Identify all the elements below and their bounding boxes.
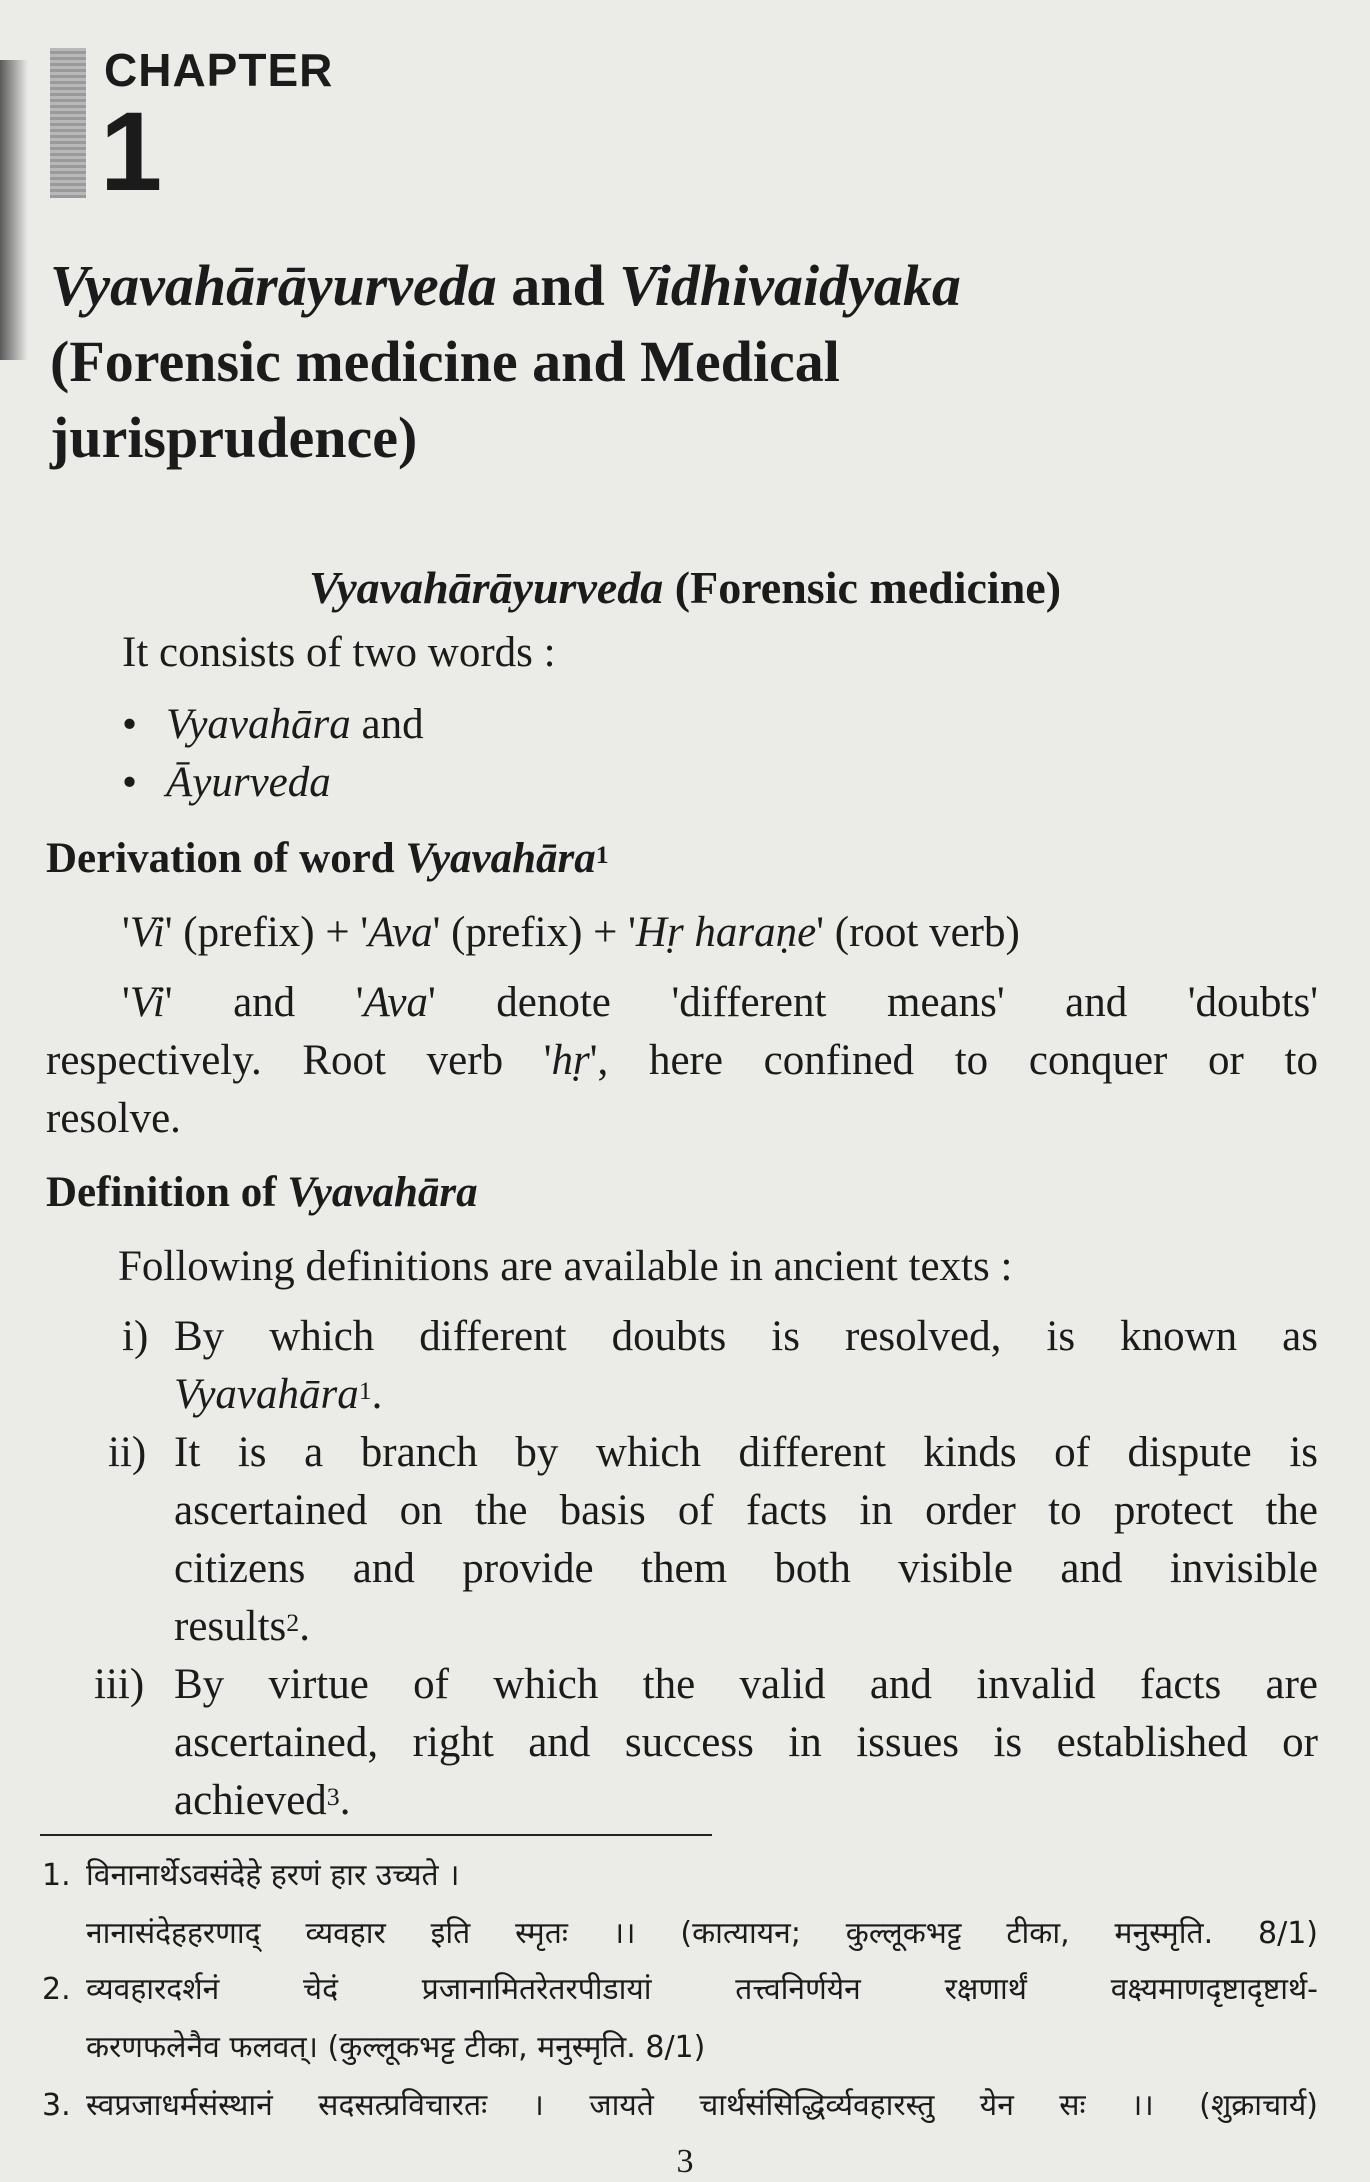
footnote-2-line-1: व्यवहारदर्शनं चेदं प्रजानामितरेतरपीडायां तत्त्वनिर्णयेन रक्षणार्थं वक्ष्यमाणदृष्टादृष्टार्थ- <box>86 1972 1318 2007</box>
footnote-divider <box>40 1834 712 1836</box>
definition-intro: Following definitions are available in ancient texts : <box>118 1243 1013 1290</box>
list-number: ii) <box>108 1429 147 1476</box>
definition-item-2-line-2: ascertained on the basis of facts in order to protect the <box>174 1487 1318 1534</box>
chapter-label: CHAPTER <box>104 44 334 96</box>
chapter-title-line-3: jurisprudence) <box>50 405 418 470</box>
chapter-title-line-2: (Forensic medicine and Medical <box>50 329 840 394</box>
section-heading: Vyavahārāyurveda (Forensic medicine) <box>308 562 1062 613</box>
definition-item-3-line-3: achieved$^3$. <box>174 1777 351 1824</box>
definition-item-2-line-4: results$^2$. <box>174 1603 310 1650</box>
footnote-1-line-2: नानासंदेहहरणाद् व्यवहार इति स्मृतः ।। (कात्यायन; कुल्लूकभट्ट टीका, मनुस्मृति. 8/1) <box>86 1916 1318 1951</box>
list-number: i) <box>122 1313 149 1360</box>
definition-item-3-line-1: By virtue of which the valid and invalid facts are <box>174 1661 1318 1708</box>
definition-item-2-line-1: It is a branch by which different kinds of dispute is <box>174 1429 1318 1476</box>
chapter-title <box>50 248 1320 476</box>
derivation-formula: 'Vi' (prefix) + 'Ava' (prefix) + 'Hṛ haraṇe' (root verb) <box>122 909 1020 956</box>
definition-item-1-line-1: By which different doubts is resolved, is known as <box>174 1313 1318 1360</box>
footnote-3-line-1: स्वप्रजाधर्मसंस्थानं सदसत्प्रविचारतः । जायते चार्थसंसिद्धिर्व्यवहारस्तु येन सः ।। (शुक्राचार्य) <box>86 2088 1318 2123</box>
definition-item-1-line-2: Vyavahāra$^1$. <box>174 1371 383 1418</box>
page-number: 3 <box>676 2143 694 2180</box>
derivation-para-line-3: resolve. <box>46 1095 181 1142</box>
list-number: iii) <box>94 1661 145 1708</box>
intro-text: It consists of two words : <box>122 629 556 676</box>
derivation-para-line-1: 'Vi' and 'Ava' denote 'different means' and 'doubts' <box>122 979 1318 1026</box>
footnote-number: 1. <box>42 1858 71 1893</box>
definition-item-3-line-2: ascertained, right and success in issues is established or <box>174 1719 1318 1766</box>
derivation-heading: Derivation of word Vyavahāra$^1$ <box>46 835 609 882</box>
definition-item-2-line-3: citizens and provide them both visible and invisible <box>174 1545 1318 1592</box>
list-item: • Āyurveda <box>122 759 331 806</box>
footnote-1-line-1: विनानार्थेऽवसंदेहे हरणं हार उच्यते । <box>86 1858 460 1893</box>
chapter-title-line-1: Vyavahārāyurveda and Vidhivaidyaka <box>50 253 961 318</box>
chapter-number: 1 <box>100 89 163 214</box>
list-item: • Vyavahāra and <box>122 701 424 748</box>
scan-edge-shadow <box>0 60 28 360</box>
footnote-2-line-2: करणफलेनैव फलवत्। (कुल्लूकभट्ट टीका, मनुस्मृति. 8/1) <box>86 2030 706 2065</box>
definition-heading: Definition of Vyavahāra <box>46 1169 478 1216</box>
footnote-number: 3. <box>42 2088 71 2123</box>
footnote-number: 2. <box>42 1972 71 2007</box>
derivation-para-line-2: respectively. Root verb 'hṛ', here confined to conquer or to <box>46 1037 1318 1084</box>
chapter-marker-bar <box>50 48 86 198</box>
